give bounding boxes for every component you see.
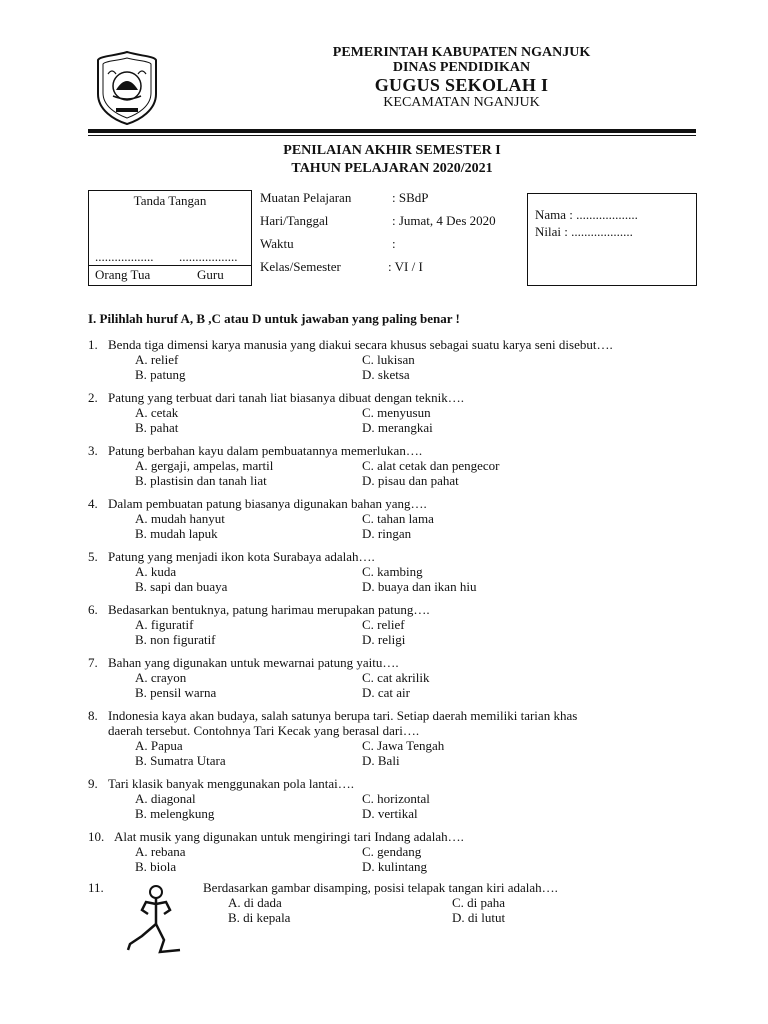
question-item bbox=[88, 549, 708, 594]
option-d[interactable]: D. di lutut bbox=[452, 910, 506, 925]
question-number: 10. bbox=[88, 829, 105, 844]
institution-header bbox=[200, 45, 723, 111]
question-stem: Tari klasik banyak menggunakan pola lantai…. bbox=[108, 776, 355, 791]
option-a[interactable]: A. Papua bbox=[135, 738, 183, 753]
question-stem: Indonesia kaya akan budaya, salah satunya berupa tari. Setiap daerah memiliki tarian khas bbox=[108, 708, 578, 723]
option-b[interactable]: B. sapi dan buaya bbox=[135, 579, 228, 594]
answer-options bbox=[88, 738, 708, 768]
option-d[interactable]: D. vertikal bbox=[362, 806, 418, 821]
answer-options bbox=[88, 458, 708, 488]
answer-options bbox=[88, 791, 708, 821]
question-stem: Benda tiga dimensi karya manusia yang diakui secara khusus sebagai suatu karya seni disebut…. bbox=[108, 337, 613, 352]
answer-options bbox=[88, 844, 708, 874]
question-number: 5. bbox=[88, 549, 98, 564]
header-rule-thin bbox=[88, 135, 696, 136]
question-number: 3. bbox=[88, 443, 98, 458]
question-stem: Dalam pembuatan patung biasanya digunakan bahan yang…. bbox=[108, 496, 427, 511]
option-c[interactable]: C. di paha bbox=[452, 895, 506, 910]
question-stem-line bbox=[88, 708, 708, 723]
teacher-signature-line: .................. bbox=[179, 249, 238, 264]
answer-options bbox=[88, 405, 708, 435]
question-stem-line bbox=[88, 390, 708, 405]
question-number: 7. bbox=[88, 655, 98, 670]
question-number: 1. bbox=[88, 337, 98, 352]
option-c[interactable]: C. horizontal bbox=[362, 791, 430, 806]
parent-signature-line: .................. bbox=[95, 249, 154, 264]
exam-year: TAHUN PELAJARAN 2020/2021 bbox=[291, 161, 493, 176]
student-score-field[interactable]: Nilai : ................... bbox=[535, 224, 633, 239]
option-a[interactable]: A. diagonal bbox=[135, 791, 196, 806]
question-item bbox=[88, 443, 708, 488]
question-stem-line bbox=[88, 549, 708, 564]
option-b[interactable]: B. melengkung bbox=[135, 806, 215, 821]
question-number: 2. bbox=[88, 390, 98, 405]
question-stem: Bedasarkan bentuknya, patung harimau merupakan patung…. bbox=[108, 602, 430, 617]
question-stem: Patung berbahan kayu dalam pembuatannya memerlukan…. bbox=[108, 443, 423, 458]
dancer-stick-figure-illustration bbox=[120, 884, 190, 956]
question-stem-line bbox=[88, 602, 708, 617]
option-d[interactable]: D. buaya dan ikan hiu bbox=[362, 579, 477, 594]
question-stem-continued: daerah tersebut. Contohnya Tari Kecak yang berasal dari…. bbox=[108, 723, 420, 738]
option-d[interactable]: D. merangkai bbox=[362, 420, 433, 435]
question-item bbox=[88, 390, 708, 435]
question-stem-line bbox=[88, 496, 708, 511]
header-district: KECAMATAN NGANJUK bbox=[383, 95, 540, 110]
question-number: 6. bbox=[88, 602, 98, 617]
info-value: : bbox=[392, 236, 396, 251]
question-item bbox=[88, 496, 708, 541]
option-b[interactable]: B. mudah lapuk bbox=[135, 526, 218, 541]
signature-box bbox=[88, 190, 252, 286]
option-a[interactable]: A. gergaji, ampelas, martil bbox=[135, 458, 274, 473]
info-key: Hari/Tanggal bbox=[260, 213, 329, 228]
header-rule-thick bbox=[88, 129, 696, 133]
option-c[interactable]: C. alat cetak dan pengecor bbox=[362, 458, 500, 473]
option-d[interactable]: D. religi bbox=[362, 632, 406, 647]
option-c[interactable]: C. gendang bbox=[362, 844, 422, 859]
info-value: : VI / I bbox=[388, 259, 423, 274]
signature-title: Tanda Tangan bbox=[133, 193, 207, 208]
option-d[interactable]: D. Bali bbox=[362, 753, 400, 768]
option-b[interactable]: B. pahat bbox=[135, 420, 179, 435]
question-stem-line bbox=[88, 776, 708, 791]
header-school-cluster: GUGUS SEKOLAH I bbox=[374, 75, 549, 95]
info-value: : Jumat, 4 Des 2020 bbox=[392, 213, 496, 228]
section-instruction: I. Pilihlah huruf A, B ,C atau D untuk jawaban yang paling benar ! bbox=[88, 311, 460, 326]
teacher-label: Guru bbox=[197, 267, 224, 282]
question-number: 11. bbox=[88, 880, 104, 895]
option-a[interactable]: A. di dada bbox=[228, 895, 282, 910]
question-item bbox=[88, 337, 708, 382]
option-b[interactable]: B. biola bbox=[135, 859, 177, 874]
option-a[interactable]: A. kuda bbox=[135, 564, 177, 579]
option-b[interactable]: B. Sumatra Utara bbox=[135, 753, 226, 768]
option-c[interactable]: C. tahan lama bbox=[362, 511, 434, 526]
signature-divider bbox=[89, 265, 251, 266]
answer-options bbox=[88, 670, 708, 700]
option-c[interactable]: C. Jawa Tengah bbox=[362, 738, 445, 753]
option-a[interactable]: A. figuratif bbox=[135, 617, 194, 632]
info-value: : SBdP bbox=[392, 190, 429, 205]
exam-title-block bbox=[88, 142, 696, 178]
answer-options bbox=[88, 511, 708, 541]
option-d[interactable]: D. pisau dan pahat bbox=[362, 473, 459, 488]
question-number: 9. bbox=[88, 776, 98, 791]
student-id-box bbox=[527, 193, 697, 286]
option-d[interactable]: D. kulintang bbox=[362, 859, 427, 874]
header-department: DINAS PENDIDIKAN bbox=[392, 60, 531, 75]
question-stem-line bbox=[88, 829, 708, 844]
option-c[interactable]: C. kambing bbox=[362, 564, 423, 579]
question-number: 8. bbox=[88, 708, 98, 723]
answer-options bbox=[88, 617, 708, 647]
question-stem: Patung yang menjadi ikon kota Surabaya adalah…. bbox=[108, 549, 375, 564]
info-key: Waktu bbox=[260, 236, 294, 251]
option-c[interactable]: C. relief bbox=[362, 617, 405, 632]
header-government: PEMERINTAH KABUPATEN NGANJUK bbox=[332, 45, 591, 60]
option-b[interactable]: B. patung bbox=[135, 367, 186, 382]
answer-options bbox=[88, 564, 708, 594]
option-a[interactable]: A. cetak bbox=[135, 405, 179, 420]
option-b[interactable]: B. di kepala bbox=[228, 910, 291, 925]
question-item bbox=[88, 776, 708, 821]
question-stem-line bbox=[88, 337, 708, 352]
option-d[interactable]: D. cat air bbox=[362, 685, 411, 700]
option-b[interactable]: B. pensil warna bbox=[135, 685, 217, 700]
question-item bbox=[88, 829, 708, 874]
parent-label: Orang Tua bbox=[95, 267, 151, 282]
answer-options bbox=[88, 352, 708, 382]
option-a[interactable]: A. mudah hanyut bbox=[135, 511, 225, 526]
option-b[interactable]: B. non figuratif bbox=[135, 632, 216, 647]
question-stem: Bahan yang digunakan untuk mewarnai patung yaitu…. bbox=[108, 655, 399, 670]
option-c[interactable]: C. lukisan bbox=[362, 352, 415, 367]
exam-title: PENILAIAN AKHIR SEMESTER I bbox=[283, 143, 501, 158]
info-key: Kelas/Semester bbox=[260, 259, 341, 274]
regency-emblem-logo bbox=[96, 50, 158, 126]
option-d[interactable]: D. ringan bbox=[362, 526, 412, 541]
option-b[interactable]: B. plastisin dan tanah liat bbox=[135, 473, 267, 488]
question-item bbox=[88, 655, 708, 700]
option-a[interactable]: A. relief bbox=[135, 352, 179, 367]
question-item bbox=[88, 708, 708, 768]
question-item bbox=[88, 602, 708, 647]
option-c[interactable]: C. menyusun bbox=[362, 405, 431, 420]
option-a[interactable]: A. crayon bbox=[135, 670, 187, 685]
question-stem: Alat musik yang digunakan untuk mengiringi tari Indang adalah…. bbox=[114, 829, 464, 844]
option-a[interactable]: A. rebana bbox=[135, 844, 186, 859]
question-stem: Berdasarkan gambar disamping, posisi telapak tangan kiri adalah…. bbox=[203, 880, 558, 895]
info-key: Muatan Pelajaran bbox=[260, 190, 352, 205]
option-c[interactable]: C. cat akrilik bbox=[362, 670, 430, 685]
question-stem-line bbox=[88, 655, 708, 670]
question-stem: Patung yang terbuat dari tanah liat biasanya dibuat dengan teknik…. bbox=[108, 390, 464, 405]
question-stem-line bbox=[88, 443, 708, 458]
option-d[interactable]: D. sketsa bbox=[362, 367, 410, 382]
question-number: 4. bbox=[88, 496, 98, 511]
student-name-field[interactable]: Nama : ................... bbox=[535, 207, 638, 222]
